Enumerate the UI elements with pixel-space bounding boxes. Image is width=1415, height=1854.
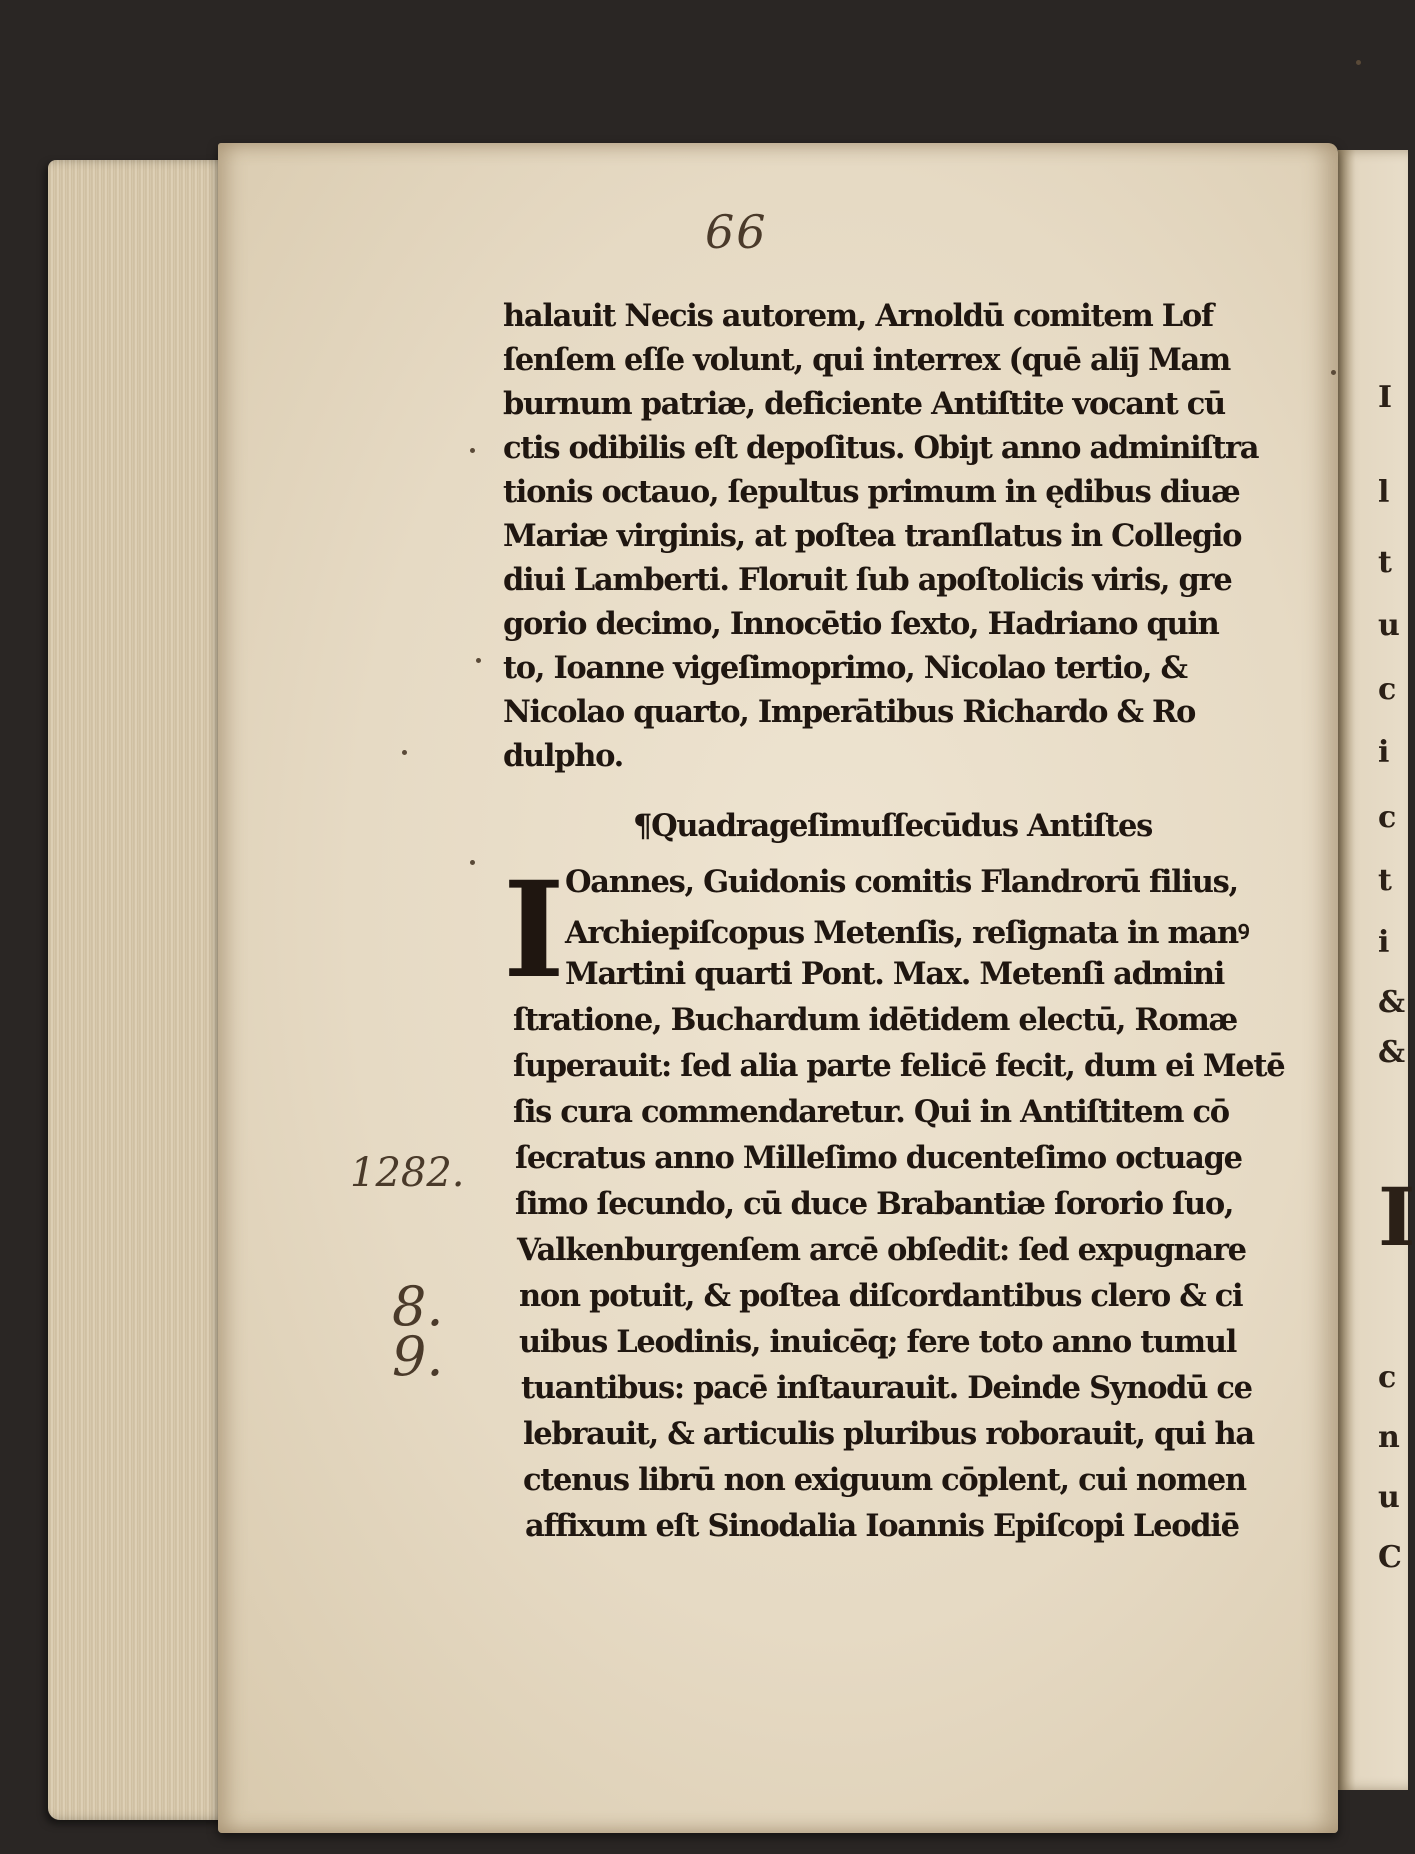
section-heading: ¶Quadrageſimuſſecūdus Antiſtes xyxy=(633,808,1152,844)
ink-speck xyxy=(470,860,475,865)
text-line: uibus Leodinis, inuicēq; fere toto anno tumul xyxy=(519,1324,1237,1360)
ink-speck xyxy=(476,658,481,663)
text-line: ſuperauit: ſed alia parte felicē fecit, dum ei Metē xyxy=(513,1048,1285,1084)
next-page-letter: u xyxy=(1378,1480,1400,1515)
text-line: gorio decimo, Innocētio ſexto, Hadriano quin xyxy=(503,606,1219,642)
marginal-note: 8. xyxy=(392,1275,444,1338)
next-page-letter: I xyxy=(1378,380,1393,415)
text-line: diui Lamberti. Floruit ſub apoſtolicis viris, gre xyxy=(503,562,1232,598)
text-line: ſimo ſecundo, cū duce Brabantiæ ſororio ſuo, xyxy=(515,1186,1234,1222)
next-page-letter: I xyxy=(1378,1170,1415,1264)
next-page-letter: & xyxy=(1378,985,1406,1020)
text-line: to, Ioanne vigeſimoprimo, Nicolao tertio, & xyxy=(503,650,1187,686)
text-line: non potuit, & poſtea diſcordantibus clero & ci xyxy=(519,1278,1243,1314)
next-page-letter: i xyxy=(1378,925,1390,960)
text-line: ſecratus anno Milleſimo ducenteſimo octuage xyxy=(515,1140,1242,1176)
ink-speck xyxy=(1356,60,1361,65)
text-line: Martini quarti Pont. Max. Metenſi admini xyxy=(565,956,1225,992)
next-page-letter: c xyxy=(1378,800,1397,835)
next-page-letter: i xyxy=(1378,735,1390,770)
next-page-letter: C xyxy=(1378,1540,1402,1575)
ink-speck xyxy=(402,750,407,755)
text-line: burnum patriæ, deficiente Antiſtite vocant cū xyxy=(503,386,1225,422)
text-line: Mariæ virginis, at poſtea tranſlatus in Collegio xyxy=(503,518,1242,554)
next-page-letter: c xyxy=(1378,1360,1397,1395)
text-line: tuantibus: pacē inſtaurauit. Deinde Synodū ce xyxy=(521,1370,1252,1406)
next-page-letter: u xyxy=(1378,608,1400,643)
next-page-letter: c xyxy=(1378,672,1397,707)
text-line: Nicolao quarto, Imperātibus Richardo & Ro xyxy=(503,694,1196,730)
text-line: ctis odibilis eſt depoſitus. Obiȷt anno adminiſtra xyxy=(503,430,1259,466)
text-line: dulpho. xyxy=(503,738,623,774)
page-stack xyxy=(48,160,238,1820)
text-line: ctenus librū non exiguum cōplent, cui nomen xyxy=(523,1462,1246,1498)
text-line: ſtratione, Buchardum idētidem electū, Romæ xyxy=(513,1002,1237,1038)
folio-number: 66 xyxy=(705,205,768,259)
marginal-note: 9. xyxy=(392,1325,444,1388)
marginal-note-year: 1282. xyxy=(350,1150,465,1196)
text-line: Archiepiſcopus Metenſis, reſignata in manꝰ xyxy=(565,915,1249,951)
next-page-letter: t xyxy=(1378,545,1392,580)
text-line: tionis octauo, ſepultus primum in ędibus diuæ xyxy=(503,474,1240,510)
text-line: Oannes, Guidonis comitis Flandrorū filius, xyxy=(565,864,1238,900)
text-line: affixum eſt Sinodalia Ioannis Epiſcopi Leodiē xyxy=(525,1508,1239,1544)
ink-speck xyxy=(1331,370,1336,375)
next-page-letter: n xyxy=(1378,1420,1400,1455)
ink-speck xyxy=(470,448,475,453)
drop-cap: I xyxy=(503,853,565,1008)
text-line: halauit Necis autorem, Arnoldū comitem Lof xyxy=(503,298,1213,334)
text-line: ſenſem eſſe volunt, qui interrex (quē aliȷ̄ Mam xyxy=(503,342,1230,378)
text-line: lebrauit, & articulis pluribus roborauit, qui ha xyxy=(523,1416,1254,1452)
next-page-letter: t xyxy=(1378,863,1392,898)
next-page-letter: l xyxy=(1378,475,1390,510)
text-line: Valkenburgenſem arcē obſedit: ſed expugnare xyxy=(517,1232,1246,1268)
text-line: ſis cura commendaretur. Qui in Antiſtitem cō xyxy=(513,1094,1229,1130)
next-page-letter: & xyxy=(1378,1035,1406,1070)
